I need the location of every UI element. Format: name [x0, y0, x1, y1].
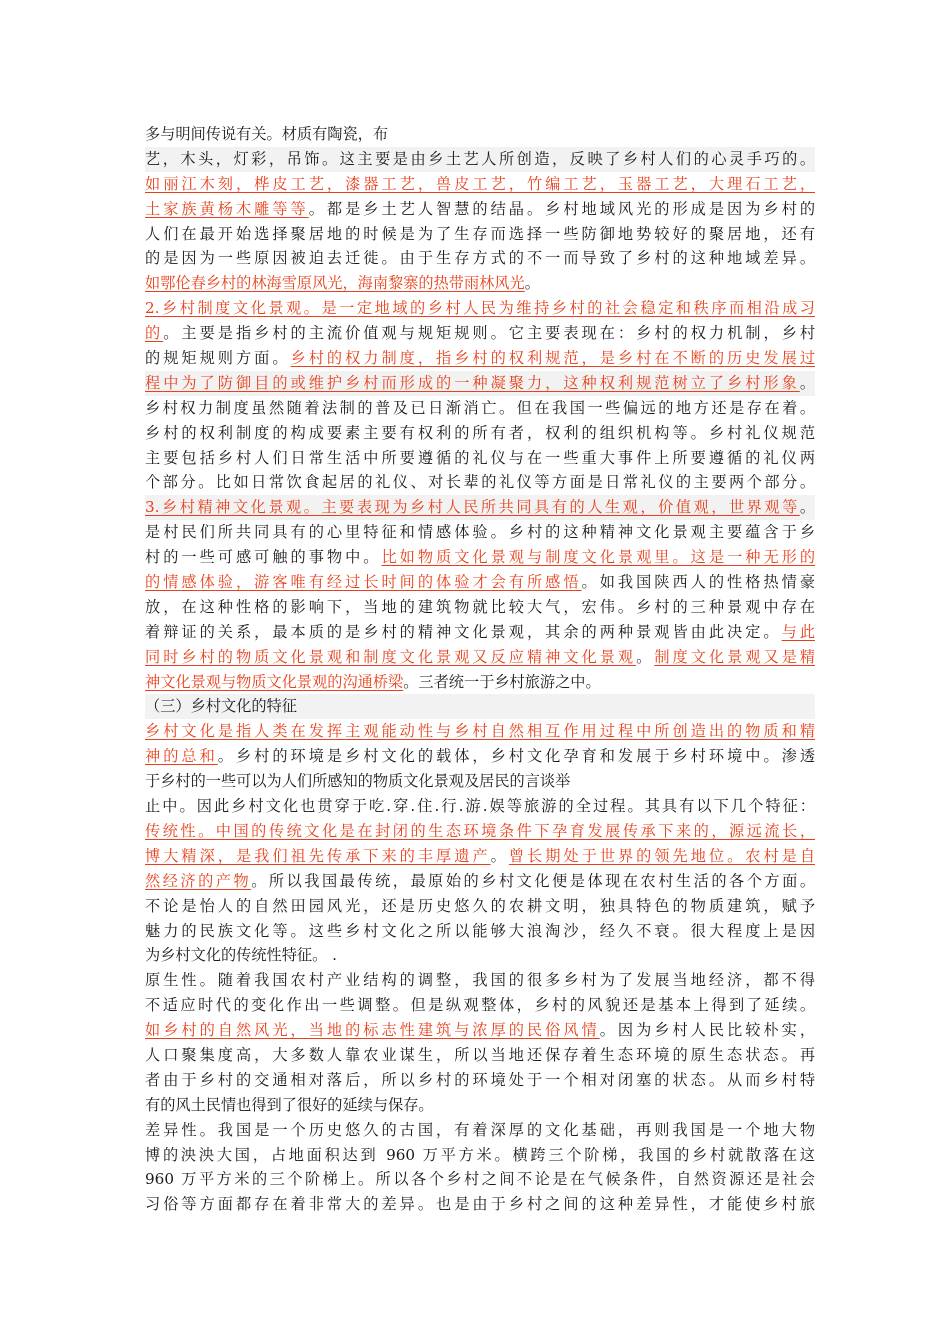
text-line — [145, 1143, 815, 1168]
text-line — [145, 520, 815, 545]
text-run: 960 万平方米的三个阶梯上。所以各个乡村之间不论是在气候条件，自然资源还是社会 — [145, 1170, 815, 1189]
highlighted-text: 曾长期处于世界的领先地位。农村是自 — [508, 846, 815, 865]
text-run: 差异性。我国是一个历史悠久的古国，有着深厚的文化基础，再则我国是一个地大物 — [145, 1120, 815, 1139]
text-run: 为乡村文化的传统性特征。 . — [145, 946, 337, 965]
highlighted-text: 土家族黄杨木雕等等 — [145, 199, 309, 218]
text-line — [145, 595, 815, 620]
text-run: 是村民们所共同具有的心里特征和情感体验。乡村的这种精神文化景观主要蕴含于乡 — [145, 523, 815, 542]
text-run: 。都是乡土艺人智慧的结晶。乡村地域风光的形成是因为乡村的 — [308, 199, 815, 218]
highlighted-text: 与此 — [781, 622, 815, 641]
highlighted-text: 2.乡村制度文化景观。是一定地域的乡村人民为维持乡村的社会稳定和秩序而相沿成习 — [145, 299, 815, 318]
highlighted-text: 的 — [145, 324, 164, 343]
text-run: 。因为乡村人民比较朴实， — [599, 1021, 815, 1040]
text-run: 人口聚集度高，大多数人靠农业谋生，所以当地还保存着生态环境的原生态状态。再 — [145, 1045, 815, 1064]
highlighted-text: 神文化景观与物质文化景观的沟通桥梁 — [145, 672, 404, 691]
highlighted-text: 乡村文化是指人类在发挥主观能动性与乡村自然相互作用过程中所创造出的物质和精 — [145, 722, 815, 741]
text-run: 的是因为一些原因被迫去迁徙。由于生存方式的不一而导致了乡村的这种地域差异。 — [145, 249, 815, 268]
text-run: 博的泱泱大国，占地面积达到 960 万平方米。横跨三个阶梯，我国的乡村就散落在这 — [145, 1145, 815, 1164]
text-line — [145, 769, 815, 794]
text-line — [145, 222, 815, 247]
text-line — [145, 694, 815, 719]
text-line — [145, 645, 815, 670]
text-line — [145, 346, 815, 371]
highlighted-text: 神的总和 — [145, 747, 218, 766]
text-run: 。所以我国最传统，最原始的乡村文化便是体现在农村生活的各个方面。 — [251, 871, 815, 890]
document-page — [145, 122, 815, 1217]
text-line — [145, 744, 815, 769]
text-run: 不适应时代的变化作出一些调整。但是纵观整体，乡村的风貌还是基本上得到了延续。 — [145, 996, 815, 1015]
text-run: 主要包括乡村人们日常生活中所要遵循的礼仪与在一些重大事件上所要遵循的礼仪两 — [145, 448, 815, 467]
text-run: 着辩证的关系，最本质的是乡村的精神文化景观，其余的两种景观皆由此决定。 — [145, 622, 782, 641]
text-run: 。 — [636, 647, 655, 666]
text-run: 。 — [799, 373, 815, 392]
highlighted-text: 博大精深，是我们祖先传承下来的丰厚遗产 — [145, 846, 491, 865]
text-run: 原生性。随着我国农村产业结构的调整，我国的很多乡村为了发展当地经济，都不得 — [145, 971, 815, 990]
text-line — [145, 844, 815, 869]
text-line — [145, 1018, 815, 1043]
text-run: 放，在这种性格的影响下，当地的建筑物就比较大气，宏伟。乡村的三种景观中存在 — [145, 597, 815, 616]
text-line — [145, 1192, 815, 1217]
text-line — [145, 147, 815, 172]
text-line — [145, 421, 815, 446]
text-line — [145, 993, 815, 1018]
text-line — [145, 246, 815, 271]
highlighted-text: 程中为了防御目的或维护乡村而形成的一种凝聚力，这种权利规范树立了乡村形象 — [145, 373, 800, 392]
text-line — [145, 1167, 815, 1192]
text-line — [145, 570, 815, 595]
text-line — [145, 1093, 815, 1118]
highlighted-text: 制度文化景观又是精 — [654, 647, 815, 666]
highlighted-text: 然经济的产物 — [145, 871, 252, 890]
text-run: 。三者统一于乡村旅游之中。 — [403, 672, 601, 691]
text-run: 乡村的权利制度的构成要素主要有权利的所有者，权利的组织机构等。乡村礼仪规范 — [145, 423, 815, 442]
highlighted-text: 如乡村的自然风光，当地的标志性建筑与浓厚的民俗风情 — [145, 1021, 600, 1040]
text-run: （三）乡村文化的特征 — [145, 697, 297, 716]
text-line — [145, 396, 815, 421]
text-run: 村的一些可感可触的事物中。 — [145, 548, 382, 567]
highlighted-text: 3.乡村精神文化景观。主要表现为乡村人民所共同具有的人生观，价值观，世界观等 — [145, 498, 800, 517]
text-run: 。 — [490, 846, 509, 865]
text-run: 有的风土民情也得到了很好的延续与保存。 — [145, 1095, 434, 1114]
text-run: 。如我国陕西人的性格热情豪 — [581, 573, 815, 592]
text-line — [145, 495, 815, 520]
text-run: 多与明间传说有关。材质有陶瓷，布 — [145, 125, 388, 143]
text-line — [145, 1043, 815, 1068]
text-run: 魅力的民族文化等。这些乡村文化之所以能够大浪淘沙，经久不衰。很大程度上是因 — [145, 921, 815, 940]
text-run: 。 — [799, 498, 815, 517]
highlighted-text: 乡村的权力制度，指乡村的权利规范，是乡村在不断的历史发展过 — [290, 349, 815, 368]
highlighted-text: 如鄂伦春乡村的林海雪原风光，海南黎寨的热带雨林风光 — [145, 274, 525, 293]
text-run: 止中。因此乡村文化也贯穿于吃.穿.住.行.游.娱等旅游的全过程。其具有以下几个特征： — [145, 797, 815, 816]
text-line — [145, 919, 815, 944]
text-run: 于乡村的一些可以为人们所感知的物质文化景观及居民的言谈举 — [145, 772, 571, 791]
text-run: 。乡村的环境是乡村文化的载体，乡村文化孕育和发展于乡村环境中。渗透 — [217, 747, 815, 766]
text-line — [145, 197, 815, 222]
text-line — [145, 545, 815, 570]
text-line — [145, 172, 815, 197]
text-run: 。 — [524, 274, 540, 293]
text-run: 人们在最开始选择聚居地的时候是为了生存而选择一些防御地势较好的聚居地，还有 — [145, 224, 815, 243]
text-run: 习俗等方面都存在着非常大的差异。也是由于乡村之间的这种差异性，才能使乡村旅 — [145, 1195, 815, 1214]
highlighted-text: 比如物质文化景观与制度文化景观里。这是一种无形的 — [381, 548, 815, 567]
text-line — [145, 819, 815, 844]
text-line — [145, 271, 815, 296]
text-line — [145, 620, 815, 645]
text-line — [145, 670, 815, 695]
text-run: 者由于乡村的交通相对落后，所以乡村的环境处于一个相对闭塞的状态。从而乡村特 — [145, 1070, 815, 1089]
text-line — [145, 371, 815, 396]
text-run: 艺，木头，灯彩，吊饰。这主要是由乡土艺人所创造，反映了乡村人们的心灵手巧的。 — [145, 149, 815, 168]
highlighted-text: 同时乡村的物质文化景观和制度文化景观又反应精神文化景观 — [145, 647, 637, 666]
text-run: 。主要是指乡村的主流价值观与规矩规则。它主要表现在：乡村的权力机制，乡村 — [163, 324, 815, 343]
text-line — [145, 943, 815, 968]
text-line — [145, 296, 815, 321]
text-line — [145, 968, 815, 993]
text-line — [145, 869, 815, 894]
highlighted-text: 如丽江木刻，桦皮工艺，漆器工艺，兽皮工艺，竹编工艺，玉器工艺，大理石工艺， — [145, 174, 815, 193]
text-line — [145, 1068, 815, 1093]
text-line — [145, 1118, 815, 1143]
text-line — [145, 719, 815, 744]
text-line — [145, 122, 815, 147]
text-run: 个部分。比如日常饮食起居的礼仪、对长辈的礼仪等方面是日常礼仪的主要两个部分。 — [145, 473, 815, 492]
highlighted-text: 的情感体验，游客唯有经过长时间的体验才会有所感悟 — [145, 573, 582, 592]
text-run: 乡村权力制度虽然随着法制的普及已日渐消亡。但在我国一些偏远的地方还是存在着。 — [145, 398, 815, 417]
text-run: 不论是怡人的自然田园风光，还是历史悠久的农耕文明，独具特色的物质建筑，赋予 — [145, 896, 815, 915]
text-line — [145, 446, 815, 471]
text-line — [145, 321, 815, 346]
text-line — [145, 794, 815, 819]
text-run: 的规矩规则方面。 — [145, 349, 291, 368]
text-line — [145, 470, 815, 495]
highlighted-text: 传统性。中国的传统文化是在封闭的生态环境条件下孕育发展传承下来的，源远流长， — [145, 821, 815, 840]
text-line — [145, 894, 815, 919]
